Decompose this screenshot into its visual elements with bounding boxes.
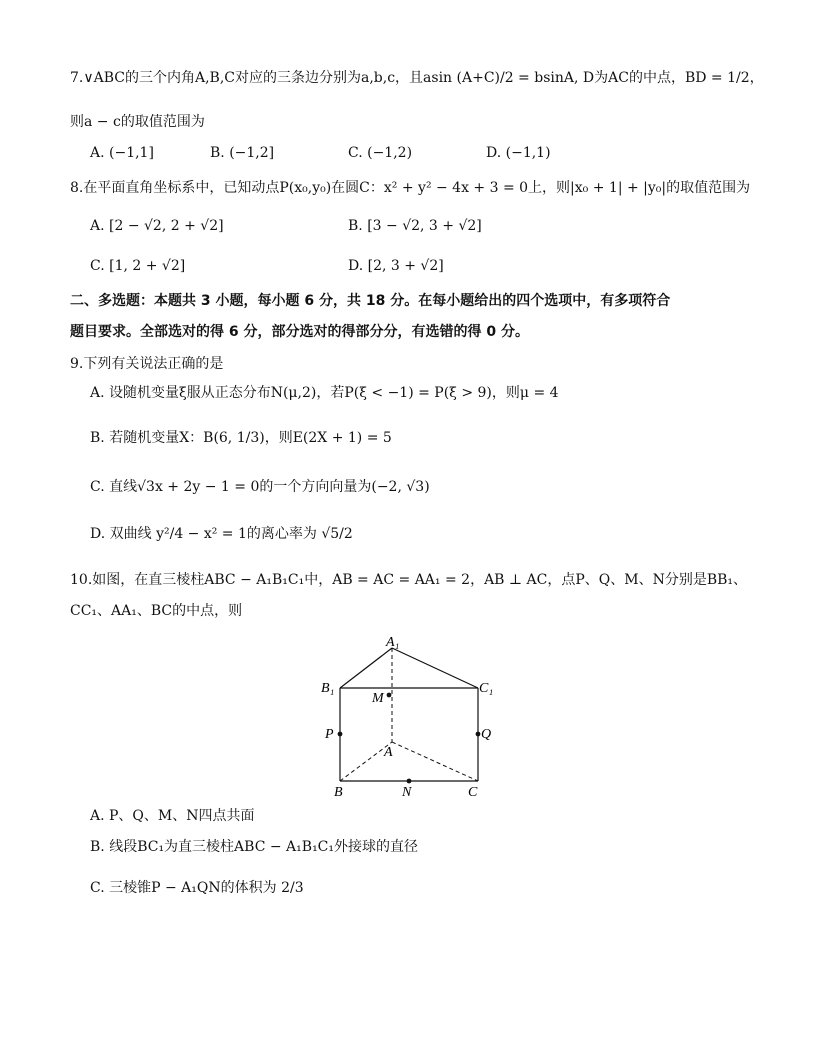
- q10-option-c: C. 三棱锥P − A₁QN的体积为 2/3: [90, 880, 304, 896]
- label-q: Q: [481, 727, 492, 742]
- label-m: M: [372, 691, 384, 706]
- label-p: P: [325, 727, 334, 742]
- q8-option-a: A. [2 − √2, 2 + √2]: [90, 218, 224, 234]
- q8-option-c: C. [1, 2 + √2]: [90, 258, 186, 274]
- q7-option-c: C. (−1,2): [348, 145, 413, 161]
- q9-option-a: A. 设随机变量ξ服从正态分布N(μ,2)，若P(ξ < −1) = P(ξ > 9)，则μ = 4: [90, 385, 559, 401]
- edge-a-c-dashed: [392, 742, 478, 781]
- q10-line1: 10.如图，在直三棱柱ABC − A₁B₁C₁中，AB = AC = AA₁ = 2，AB ⊥ AC，点P、Q、M、N分别是BB₁、: [70, 572, 748, 588]
- q10-line2: CC₁、AA₁、BC的中点，则: [70, 603, 243, 619]
- label-c: C: [468, 785, 478, 800]
- label-b1: B₁: [321, 681, 335, 696]
- point-m: [387, 693, 392, 698]
- q9-stem: 9.下列有关说法正确的是: [70, 356, 224, 372]
- q8-option-d: D. [2, 3 + √2]: [348, 258, 444, 274]
- q7-option-b: B. (−1,2]: [210, 145, 275, 161]
- edge-b1-a1: [340, 648, 392, 688]
- q7-option-d: D. (−1,1): [486, 145, 551, 161]
- q7-line1: 7.∨ABC的三个内角A,B,C对应的三条边分别为a,b,c，且asin (A+C)/2 = bsinA, D为AC的中点，BD = 1/2，: [70, 70, 764, 86]
- q7-option-a: A. (−1,1]: [90, 145, 154, 161]
- label-a: A: [384, 745, 393, 760]
- q8-option-b: B. [3 − √2, 3 + √2]: [348, 218, 482, 234]
- section2-line2: 题目要求。全部选对的得 6 分，部分选对的得部分分，有选错的得 0 分。: [70, 324, 529, 340]
- edge-a1-c1: [392, 648, 478, 688]
- label-n: N: [402, 785, 412, 800]
- q9-option-c: C. 直线√3x + 2y − 1 = 0的一个方向向量为(−2, √3): [90, 479, 430, 495]
- label-a1: A₁: [386, 635, 400, 650]
- q10-option-a: A. P、Q、M、N四点共面: [90, 808, 255, 824]
- q9-option-d: D. 双曲线 y²/4 − x² = 1的离心率为 √5/2: [90, 526, 353, 542]
- label-c1: C₁: [479, 681, 494, 696]
- section2-line1: 二、多选题：本题共 3 小题，每小题 6 分，共 18 分。在每小题给出的四个选项中，有多项符合: [70, 293, 671, 309]
- label-b: B: [334, 785, 343, 800]
- q8-line1: 8.在平面直角坐标系中，已知动点P(x₀,y₀)在圆C：x² + y² − 4x + 3 = 0上，则|x₀ + 1| + |y₀|的取值范围为: [70, 180, 751, 196]
- point-p: [338, 732, 343, 737]
- q9-option-b: B. 若随机变量X：B(6, 1/3)，则E(2X + 1) = 5: [90, 430, 392, 446]
- prism-figure: [318, 632, 518, 802]
- point-n: [407, 779, 412, 784]
- q10-option-b: B. 线段BC₁为直三棱柱ABC − A₁B₁C₁外接球的直径: [90, 839, 419, 855]
- point-q: [476, 732, 481, 737]
- q7-line2: 则a − c的取值范围为: [70, 114, 205, 130]
